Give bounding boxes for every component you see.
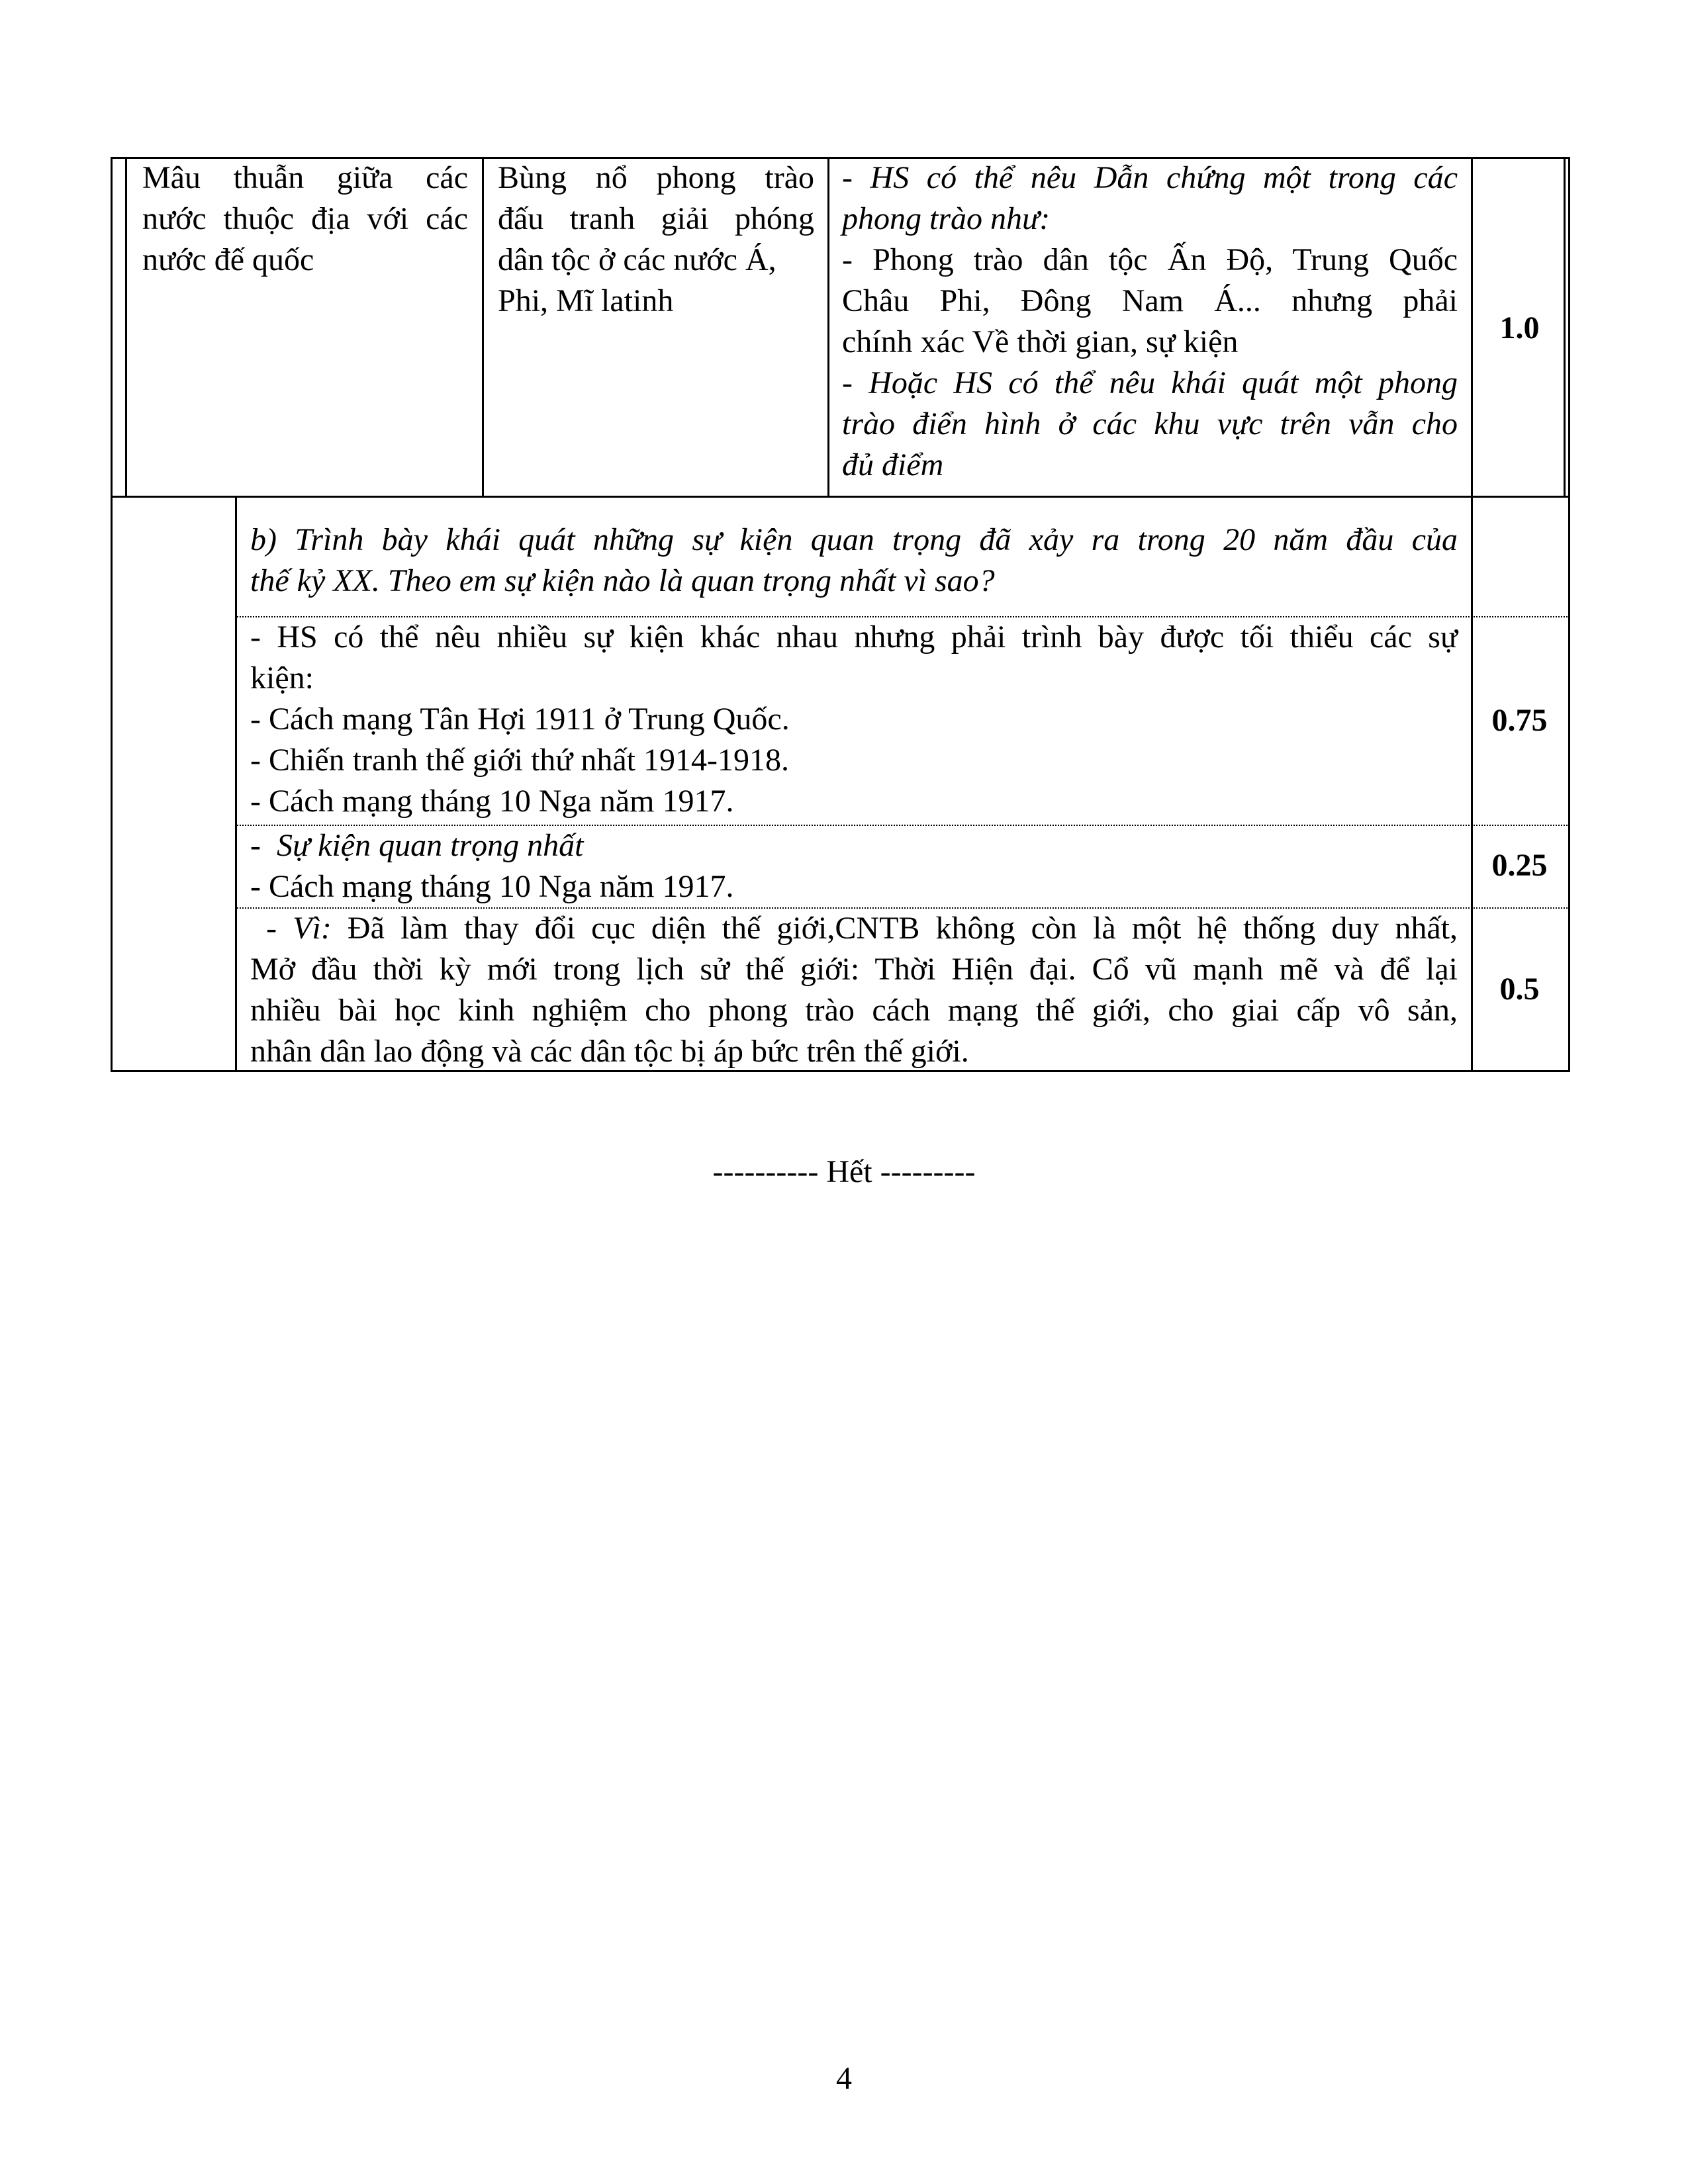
row1-col3-line: - Hoặc HS có thể nêu khái quát một phong	[842, 365, 1458, 400]
row1-contradiction-cell	[142, 158, 468, 281]
row1-col2-line: Bùng nổ phong trào	[498, 160, 814, 195]
partb-question	[250, 520, 1458, 602]
partb-score-2: 0.25	[1491, 848, 1548, 883]
row1-col2-line: dân tộc ở các nước Á,	[498, 242, 776, 277]
partb-answer-events	[250, 617, 1458, 822]
partb-question-line: thế kỷ XX. Theo em sự kiện nào là quan trọng nhất vì sao?	[250, 563, 995, 598]
answer-line: - HS có thể nêu nhiều sự kiện khác nhau nhưng phải trình bày được tối thiểu các sự	[250, 619, 1458, 655]
row1-col3-line: Châu Phi, Đông Nam Á... nhưng phải	[842, 283, 1458, 318]
end-marker: ---------- Hết ---------	[712, 1154, 976, 1189]
partb-score-1: 0.75	[1491, 703, 1548, 738]
table-border-left	[111, 157, 113, 1070]
reason-text: Đã làm thay đổi cục diện thế giới,CNTB không còn là một hệ thống duy nhất,	[347, 911, 1458, 946]
answer-line: - Cách mạng tháng 10 Nga năm 1917.	[250, 784, 734, 819]
row1-col3-line: - Phong trào dân tộc Ấn Độ, Trung Quốc	[842, 242, 1458, 277]
col-divider-2	[827, 157, 829, 496]
answer-heading-line: - Sự kiện quan trọng nhất	[250, 828, 584, 863]
table-border-left-inner	[125, 157, 127, 496]
row1-col1-line: nước đế quốc	[142, 242, 314, 277]
col-divider-1	[482, 157, 484, 496]
row1-col1-line: Mâu thuẫn giữa các	[142, 160, 468, 195]
partb-left-divider	[235, 496, 237, 1070]
partb-score-3: 0.5	[1499, 972, 1540, 1007]
answer-line: - Cách mạng tháng 10 Nga năm 1917.	[250, 869, 734, 904]
row1-col3-line: - HS có thể nêu Dẫn chứng một trong các	[842, 160, 1458, 195]
row1-col3-line: trào điển hình ở các khu vực trên vẫn cho	[842, 406, 1458, 441]
answer-line: - Chiến tranh thế giới thứ nhất 1914-1918.	[250, 743, 789, 778]
table-border-right	[1568, 157, 1570, 1070]
reason-prefix: Vì:	[293, 911, 332, 946]
partb-question-line: b) Trình bày khái quát những sự kiện quan trọng đã xảy ra trong 20 năm đầu của	[250, 522, 1458, 557]
row1-col3-line: chính xác Về thời gian, sự kiện	[842, 324, 1239, 359]
score-divider	[1471, 157, 1473, 1070]
page-number: 4	[836, 2061, 852, 2096]
row1-col2-line: đấu tranh giải phóng	[498, 201, 814, 236]
answer-line: Mở đầu thời kỳ mới trong lịch sử thế giới: Thời Hiện đại. Cổ vũ mạnh mẽ và để lại	[250, 952, 1458, 987]
row1-bottom	[111, 496, 1570, 498]
row1-outcome-cell	[498, 158, 814, 322]
row1-evidence-cell	[842, 158, 1458, 486]
most-important-heading: Sự kiện quan trọng nhất	[276, 828, 584, 863]
answer-line: nhân dân lao động và các dân tộc bị áp bức trên thế giới.	[250, 1034, 969, 1069]
answer-line: - Cách mạng Tân Hợi 1911 ở Trung Quốc.	[250, 702, 790, 737]
row1-col1-line: nước thuộc địa với các	[142, 201, 468, 236]
partb-answer-reason	[250, 908, 1458, 1072]
row1-col3-line: phong trào như:	[842, 201, 1051, 236]
answer-line: kiện:	[250, 660, 314, 696]
partb-answer-most-important	[250, 825, 1458, 907]
row1-col2-line: Phi, Mĩ latinh	[498, 283, 674, 318]
answer-line: - Vì: Đã làm thay đổi cục diện thế giới,CNTB không còn là một hệ thống duy nhất,	[250, 911, 1458, 946]
answer-line: nhiều bài học kinh nghiệm cho phong trào cách mạng thế giới, cho giai cấp vô sản,	[250, 993, 1458, 1028]
row1-col3-line: đủ điểm	[842, 447, 944, 482]
row1-score: 1.0	[1499, 310, 1540, 345]
